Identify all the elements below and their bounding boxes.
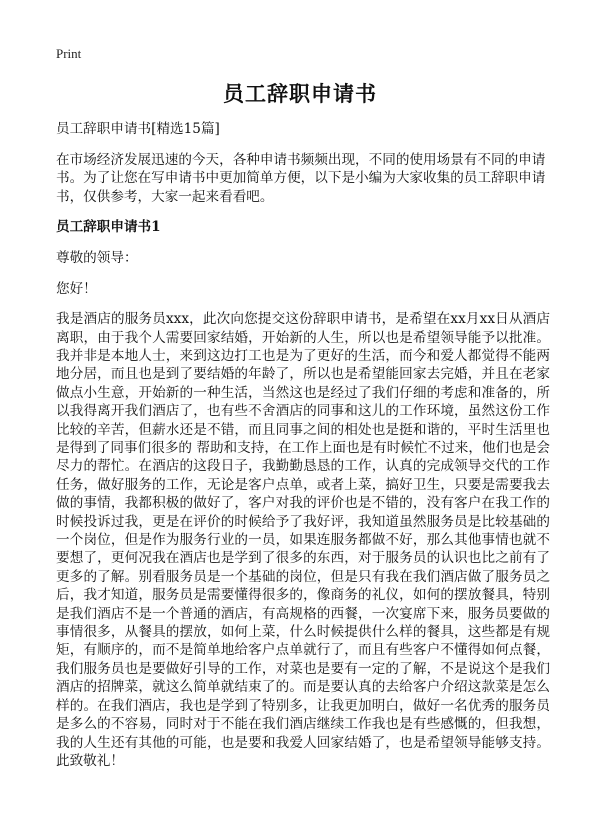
letter-greeting: 您好！ <box>56 280 97 297</box>
print-label: Print <box>56 46 82 61</box>
page-title: 员工辞职申请书 <box>223 82 377 106</box>
section-heading: 员工辞职申请书1 <box>56 219 161 236</box>
letter-body: 我是酒店的服务员xxx，此次向您提交这份辞职申请书，是希望在xx月xx日从酒店离职，由于我个人需要回家结婚，开始新的人生，所以也是希望领导能予以批准。我并非是本地人士，来到这边打工也是为了更好的生活，而今和爱人都觉得不能两地分居，而且也是到了要结婚的年龄了，所以也是希望能回家去完婚，并且在老家做点小生意，开始新的一种生活，当然这也是经过了我们仔细的考虑和准备的，所以我得离开我们酒店了，也有些不舍酒店的同事和这儿的工作环境，虽然这份工作比较的辛苦，但薪水还是不错，而且同事之间的相处也是挺和谐的，平时生活里也是得到了同事们很多的 帮助和支持，在工作上面也是有时候忙不过来，他们也是会尽力的帮忙。在酒店的这段日子，我勤勤恳恳的工作，认真的完成领导交代的工作任务，做好服务的工作，无论是客户点单，或者上菜，搞好卫生，只要是需要我去做的事情，我都积极的做好了，客户对我的评价也是不错的，没有客户在我工作的时候投诉过我，更是在评价的时候给予了我好评，我知道虽然服务员是比较基础的一个岗位，但是作为服务行业的一员，如果连服务都做不好，那么其他事情也就不要想了，更何况我在酒店也是学到了很多的东西，对于服务员的认识也比之前有了更多的了解。别看服务员是一个基础的岗位，但是只有我在我们酒店做了服务员之后，我才知道，服务员是需要懂得很多的，像商务的礼仪，如何的摆放餐具，特别是我们酒店不是一个普通的酒店，有高规格的西餐，一次宴席下来，服务员要做的事情很多，从餐具的摆放，如何上菜，什么时候提供什么样的餐具，这些都是有规矩，有顺序的，而不是简单地给客户点单就行了，而且有些客户不懂得如何点餐，我们服务员也是要做好引导的工作，对菜也是要有一定的了解，不是说这个是我们酒店的招牌菜，就这么简单就结束了的。而是要认真的去给客户介绍这款菜是怎么样的。在我们酒店，我也是学到了特别多，让我更加明白，做好一名优秀的服务员是多么的不容易，同时对于不能在我们酒店继续工作我也是有些感慨的，但我想，我的人生还有其他的可能，也是要和我爱人回家结婚了，也是希望领导能够支持。此致敬礼！ <box>56 311 550 769</box>
letter-salutation: 尊敬的领导： <box>56 249 138 266</box>
document-subtitle: 员工辞职申请书[精选15篇] <box>56 121 220 137</box>
intro-paragraph: 在市场经济发展迅速的今天，各种申请书频频出现，不同的使用场景有不同的申请书。为了让您在写申请书中更加简单方便，以下是小编为大家收集的员工辞职申请书，仅供参考，大家一起来看看吧。 <box>56 151 546 205</box>
letter-section <box>56 218 550 770</box>
document-content <box>56 120 550 770</box>
